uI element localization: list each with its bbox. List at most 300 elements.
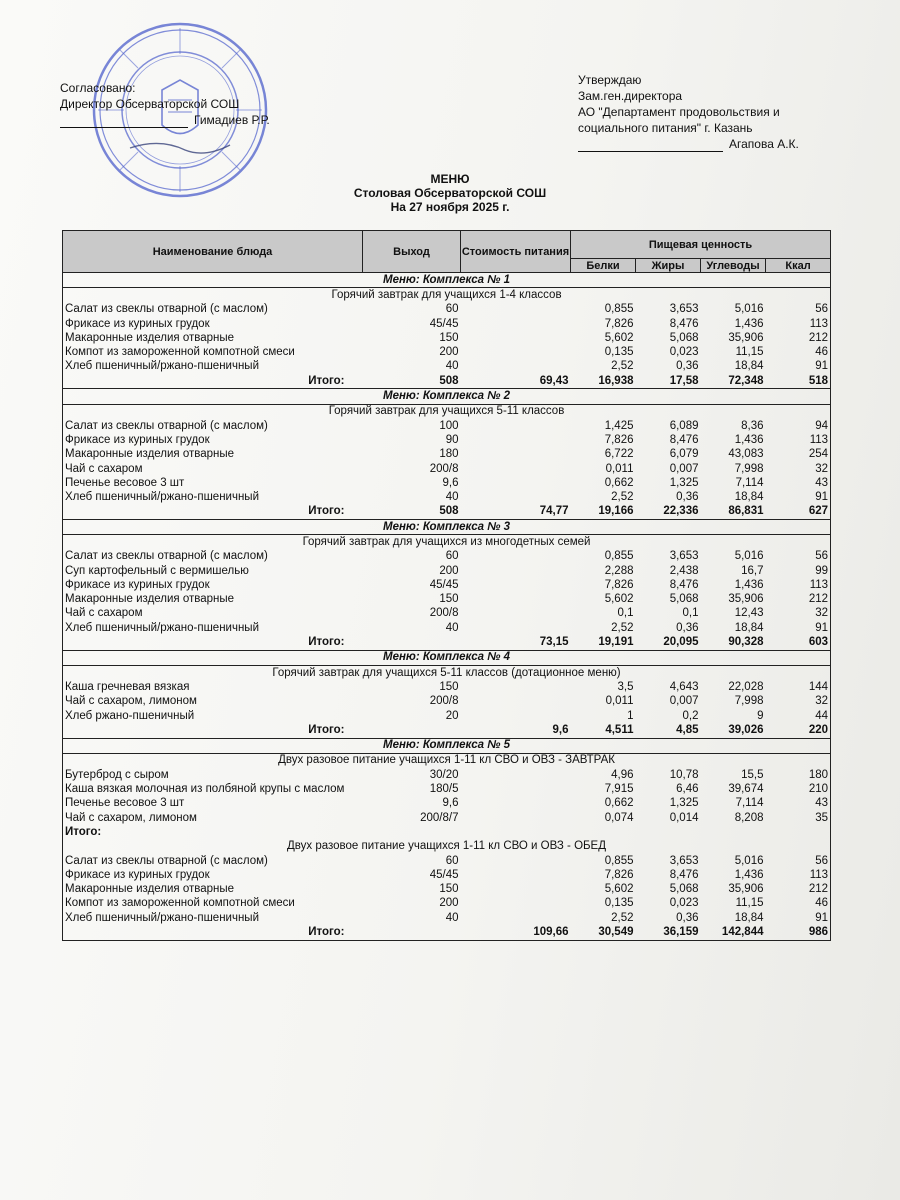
section-subtitle	[63, 288, 831, 303]
table-row	[63, 621, 831, 635]
total-row	[63, 825, 831, 839]
dish-name: Фрикасе из куриных грудок	[65, 578, 210, 591]
dish-kcal: 56	[815, 550, 829, 563]
dish-proteins: 5,602	[604, 883, 634, 896]
table-row	[63, 564, 831, 578]
dish-output: 60	[445, 550, 459, 563]
dish-fats: 6,089	[669, 419, 699, 432]
dish-name: Фрикасе из куриных грудок	[65, 433, 210, 446]
dish-kcal: 91	[815, 360, 829, 373]
dish-output: 200/8	[429, 607, 459, 620]
table-row	[63, 345, 831, 359]
table-row	[63, 593, 831, 607]
header-cost: Стоимость питания	[461, 231, 571, 273]
dish-cost	[461, 868, 571, 882]
table-row	[63, 448, 831, 462]
table-row	[63, 680, 831, 694]
dish-carbs: 7,998	[734, 462, 764, 475]
dish-cost	[461, 462, 571, 476]
dish-carbs: 8,36	[741, 419, 764, 432]
total-kcal: 986	[766, 925, 831, 940]
total-label: Итого:	[63, 374, 363, 389]
dish-fats: 5,068	[669, 593, 699, 606]
approval-right-line4: социального питания" г. Казань	[578, 121, 753, 135]
dish-kcal: 144	[808, 680, 829, 693]
dish-fats: 0,007	[669, 462, 699, 475]
dish-carbs: 39,674	[728, 783, 764, 796]
total-cost: 74,77	[461, 505, 571, 520]
total-carbs: 39,026	[701, 723, 766, 738]
section-title-text: Меню: Комплекса № 5	[63, 738, 831, 753]
dish-cost	[461, 797, 571, 811]
dish-kcal: 91	[815, 911, 829, 924]
dish-name: Каша гречневая вязкая	[65, 680, 190, 693]
dish-proteins: 0,855	[604, 854, 634, 867]
dish-name: Хлеб пшеничный/ржано-пшеничный	[65, 911, 259, 924]
dish-proteins: 0,1	[617, 607, 634, 620]
section-title-text: Меню: Комплекса № 3	[63, 520, 831, 535]
dish-carbs: 18,84	[734, 491, 764, 504]
dish-cost	[461, 811, 571, 825]
dish-output: 200/8	[429, 695, 459, 708]
dish-proteins: 1,425	[604, 419, 634, 432]
section-subtitle	[63, 535, 831, 550]
dish-output: 45/45	[429, 317, 459, 330]
dish-kcal: 56	[815, 303, 829, 316]
dish-proteins: 4,96	[611, 768, 634, 781]
total-label: Итого:	[63, 723, 363, 738]
total-cost: 69,43	[461, 374, 571, 389]
dish-fats: 0,023	[669, 897, 699, 910]
dish-name: Каша вязкая молочная из полбяной крупы с маслом	[65, 783, 345, 796]
table-row	[63, 550, 831, 564]
section-title-text: Меню: Комплекса № 4	[63, 650, 831, 665]
section-subtitle-text: Двух разовое питание учащихся 1-11 кл СВО и ОВЗ - ЗАВТРАК	[278, 754, 615, 767]
dish-fats: 10,78	[669, 768, 699, 781]
dish-carbs: 43,083	[728, 448, 764, 461]
dish-kcal: 113	[809, 868, 829, 881]
total-fats: 36,159	[636, 925, 701, 940]
dish-name: Бутерброд с сыром	[65, 768, 169, 781]
dish-fats: 0,1	[682, 607, 699, 620]
table-row	[63, 317, 831, 331]
dish-fats: 8,476	[669, 868, 699, 881]
dish-cost	[461, 476, 571, 490]
dish-proteins: 2,52	[611, 491, 634, 504]
dish-cost	[461, 433, 571, 447]
total-kcal: 220	[766, 723, 831, 738]
approval-right-line1: Утверждаю	[578, 73, 642, 87]
dish-carbs: 18,84	[734, 911, 764, 924]
dish-cost	[461, 593, 571, 607]
table-row	[63, 695, 831, 709]
total-row	[63, 925, 831, 940]
total-empty	[701, 825, 766, 839]
section-subtitle-text: Горячий завтрак для учащихся 1-4 классов	[331, 288, 562, 301]
dish-name: Хлеб пшеничный/ржано-пшеничный	[65, 621, 259, 634]
dish-carbs: 35,906	[728, 593, 764, 606]
total-output: 508	[363, 505, 461, 520]
total-cost: 109,66	[461, 925, 571, 940]
dish-output: 45/45	[429, 868, 459, 881]
dish-proteins: 2,52	[611, 621, 634, 634]
dish-output: 40	[445, 360, 459, 373]
signature-line-right	[578, 139, 723, 152]
total-empty	[636, 825, 701, 839]
dish-name: Салат из свеклы отварной (с маслом)	[65, 550, 268, 563]
dish-cost	[461, 854, 571, 868]
section-subtitle	[63, 666, 831, 681]
dish-proteins: 2,288	[604, 564, 634, 577]
dish-kcal: 113	[809, 433, 829, 446]
dish-cost	[461, 564, 571, 578]
dish-name: Салат из свеклы отварной (с маслом)	[65, 303, 268, 316]
dish-cost	[461, 419, 571, 433]
document-title	[0, 172, 900, 214]
dish-output: 9,6	[442, 476, 459, 489]
total-label: Итого:	[63, 635, 363, 650]
dish-kcal: 113	[809, 578, 829, 591]
dish-name: Макаронные изделия отварные	[65, 593, 235, 606]
dish-cost	[461, 303, 571, 317]
total-cost: 73,15	[461, 635, 571, 650]
total-proteins: 30,549	[571, 925, 636, 940]
dish-carbs: 1,436	[734, 433, 764, 446]
section-subtitle-text: Горячий завтрак для учащихся из многодетных семей	[302, 535, 591, 548]
section-subtitle-text: Горячий завтрак для учащихся 5-11 классов	[328, 405, 565, 418]
header-carbs: Углеводы	[701, 259, 766, 273]
dish-carbs: 18,84	[734, 360, 764, 373]
dish-name: Компот из замороженной компотной смеси	[65, 897, 295, 910]
dish-kcal: 43	[815, 797, 829, 810]
dish-proteins: 6,722	[604, 448, 634, 461]
dish-fats: 1,325	[669, 797, 699, 810]
canteen-name: Столовая Обсерваторской СОШ	[353, 186, 547, 200]
total-kcal: 603	[766, 635, 831, 650]
dish-carbs: 1,436	[734, 317, 764, 330]
section-title	[63, 520, 831, 535]
dish-cost	[461, 317, 571, 331]
approval-left-line1: Согласовано:	[60, 81, 136, 95]
dish-name: Хлеб пшеничный/ржано-пшеничный	[65, 491, 259, 504]
dish-output: 40	[445, 911, 459, 924]
dish-output: 150	[439, 331, 459, 344]
total-cost: 9,6	[461, 723, 571, 738]
dish-output: 200/8	[429, 462, 459, 475]
dish-carbs: 35,906	[728, 331, 764, 344]
total-output	[363, 723, 461, 738]
table-row	[63, 911, 831, 925]
total-label: Итого:	[63, 925, 363, 940]
dish-carbs: 12,43	[734, 607, 764, 620]
dish-fats: 8,476	[669, 317, 699, 330]
dish-proteins: 5,602	[604, 593, 634, 606]
dish-fats: 3,653	[669, 303, 699, 316]
dish-name: Чай с сахаром	[65, 607, 143, 620]
dish-fats: 0,023	[669, 346, 699, 359]
dish-carbs: 1,436	[734, 868, 764, 881]
total-proteins: 4,511	[571, 723, 636, 738]
dish-kcal: 32	[815, 462, 829, 475]
section-subtitle	[63, 753, 831, 768]
signer-right: Агапова А.К.	[729, 137, 799, 151]
dish-fats: 0,36	[676, 621, 699, 634]
dish-output: 180	[439, 448, 459, 461]
dish-proteins: 0,135	[604, 897, 634, 910]
header-name: Наименование блюда	[63, 231, 363, 273]
table-row	[63, 897, 831, 911]
table-row	[63, 303, 831, 317]
signature-line-left	[60, 115, 188, 128]
total-row	[63, 723, 831, 738]
dish-cost	[461, 490, 571, 504]
dish-carbs: 16,7	[741, 564, 764, 577]
dish-cost	[461, 345, 571, 359]
dish-kcal: 180	[808, 768, 829, 781]
dish-cost	[461, 768, 571, 782]
total-fats: 20,095	[636, 635, 701, 650]
section-title	[63, 738, 831, 753]
dish-name: Макаронные изделия отварные	[65, 331, 235, 344]
menu-table	[62, 230, 831, 941]
total-carbs: 72,348	[701, 374, 766, 389]
total-label: Итого:	[63, 505, 363, 520]
dish-cost	[461, 607, 571, 621]
approval-left	[60, 80, 270, 128]
section-subtitle-2-text: Двух разовое питание учащихся 1-11 кл СВО и ОВЗ - ОБЕД	[287, 840, 607, 853]
total-empty	[571, 825, 636, 839]
menu-date: На 27 ноября 2025 г.	[390, 200, 510, 214]
dish-name: Печенье весовое 3 шт	[65, 797, 185, 810]
dish-name: Фрикасе из куриных грудок	[65, 317, 210, 330]
total-fats: 4,85	[636, 723, 701, 738]
dish-cost	[461, 448, 571, 462]
dish-output: 20	[445, 709, 459, 722]
section-title	[63, 389, 831, 404]
section-subtitle	[63, 404, 831, 419]
dish-fats: 1,325	[669, 476, 699, 489]
dish-fats: 0,36	[676, 491, 699, 504]
dish-fats: 0,36	[676, 911, 699, 924]
total-fats: 17,58	[636, 374, 701, 389]
dish-carbs: 5,016	[734, 550, 764, 563]
dish-fats: 0,007	[669, 695, 699, 708]
dish-fats: 6,079	[669, 448, 699, 461]
dish-fats: 4,643	[669, 680, 699, 693]
dish-fats: 0,36	[676, 360, 699, 373]
total-carbs: 142,844	[701, 925, 766, 940]
dish-carbs: 11,15	[735, 346, 764, 359]
dish-kcal: 56	[815, 854, 829, 867]
dish-fats: 5,068	[669, 883, 699, 896]
dish-kcal: 212	[808, 331, 829, 344]
dish-cost	[461, 882, 571, 896]
section-subtitle-text: Горячий завтрак для учащихся 5-11 классов (дотационное меню)	[272, 666, 621, 679]
table-row	[63, 462, 831, 476]
section-title	[63, 273, 831, 288]
dish-fats: 3,653	[669, 550, 699, 563]
dish-carbs: 22,028	[728, 680, 764, 693]
header-proteins: Белки	[571, 259, 636, 273]
total-empty	[461, 825, 571, 839]
dish-kcal: 254	[808, 448, 829, 461]
dish-cost	[461, 911, 571, 925]
dish-kcal: 212	[808, 593, 829, 606]
dish-output: 200/8/7	[420, 811, 459, 824]
dish-name: Фрикасе из куриных грудок	[65, 868, 210, 881]
header-kcal: Ккал	[766, 259, 831, 273]
approval-left-line2: Директор Обсерваторской СОШ	[60, 97, 240, 111]
dish-name: Салат из свеклы отварной (с маслом)	[65, 419, 268, 432]
dish-output: 150	[439, 680, 459, 693]
dish-name: Хлеб пшеничный/ржано-пшеничный	[65, 360, 259, 373]
total-proteins: 16,938	[571, 374, 636, 389]
dish-cost	[461, 621, 571, 635]
dish-cost	[461, 331, 571, 345]
dish-kcal: 32	[815, 607, 829, 620]
dish-name: Хлеб ржано-пшеничный	[65, 709, 195, 722]
dish-name: Суп картофельный с вермишелью	[65, 564, 249, 577]
dish-proteins: 0,662	[604, 797, 634, 810]
section-subtitle-2	[63, 840, 831, 854]
dish-cost	[461, 897, 571, 911]
dish-output: 60	[445, 854, 459, 867]
dish-name: Чай с сахаром, лимоном	[65, 811, 197, 824]
dish-carbs: 11,15	[735, 897, 764, 910]
dish-name: Макаронные изделия отварные	[65, 448, 235, 461]
total-kcal: 518	[766, 374, 831, 389]
dish-proteins: 5,602	[604, 331, 634, 344]
table-row	[63, 811, 831, 825]
dish-carbs: 7,114	[735, 797, 764, 810]
dish-output: 200	[439, 897, 459, 910]
dish-name: Печенье весовое 3 шт	[65, 476, 185, 489]
dish-proteins: 0,011	[605, 462, 634, 475]
dish-kcal: 32	[815, 695, 829, 708]
dish-kcal: 46	[815, 346, 829, 359]
dish-proteins: 0,135	[604, 346, 634, 359]
dish-proteins: 0,011	[605, 695, 634, 708]
total-empty	[363, 825, 461, 839]
dish-name: Чай с сахаром, лимоном	[65, 695, 197, 708]
dish-output: 200	[439, 346, 459, 359]
dish-kcal: 46	[815, 897, 829, 910]
menu-body	[63, 273, 831, 941]
total-row	[63, 505, 831, 520]
dish-name: Чай с сахаром	[65, 462, 143, 475]
dish-carbs: 35,906	[728, 883, 764, 896]
dish-proteins: 1	[627, 709, 634, 722]
dish-fats: 0,2	[682, 709, 699, 722]
dish-proteins: 7,915	[604, 783, 634, 796]
dish-fats: 8,476	[669, 578, 699, 591]
signer-left: Гимадиев Р.Р.	[194, 113, 270, 127]
dish-cost	[461, 550, 571, 564]
dish-kcal: 113	[809, 317, 829, 330]
dish-carbs: 1,436	[734, 578, 764, 591]
dish-carbs: 8,208	[734, 811, 764, 824]
section-title-text: Меню: Комплекса № 1	[63, 273, 831, 288]
dish-proteins: 0,855	[604, 550, 634, 563]
dish-fats: 2,438	[669, 564, 699, 577]
dish-cost	[461, 360, 571, 374]
menu-title: МЕНЮ	[430, 172, 470, 186]
dish-kcal: 212	[808, 883, 829, 896]
table-row	[63, 882, 831, 896]
dish-proteins: 0,074	[604, 811, 634, 824]
total-carbs: 90,328	[701, 635, 766, 650]
dish-carbs: 18,84	[734, 621, 764, 634]
dish-kcal: 43	[815, 476, 829, 489]
dish-fats: 5,068	[669, 331, 699, 344]
table-row	[63, 782, 831, 796]
table-row	[63, 476, 831, 490]
approval-right-line2: Зам.ген.директора	[578, 89, 683, 103]
section-title	[63, 650, 831, 665]
dish-output: 150	[439, 593, 459, 606]
dish-cost	[461, 695, 571, 709]
total-empty	[766, 825, 831, 839]
total-row	[63, 635, 831, 650]
table-row	[63, 768, 831, 782]
dish-carbs: 9	[757, 709, 764, 722]
dish-output: 100	[439, 419, 459, 432]
dish-cost	[461, 709, 571, 723]
total-row	[63, 374, 831, 389]
dish-fats: 0,014	[669, 811, 699, 824]
table-row	[63, 854, 831, 868]
total-output	[363, 635, 461, 650]
total-proteins: 19,166	[571, 505, 636, 520]
dish-cost	[461, 782, 571, 796]
dish-output: 150	[439, 883, 459, 896]
dish-name: Салат из свеклы отварной (с маслом)	[65, 854, 268, 867]
dish-kcal: 210	[808, 783, 829, 796]
header-nutrition: Пищевая ценность	[571, 231, 831, 259]
dish-carbs: 5,016	[734, 303, 764, 316]
dish-output: 180/5	[429, 783, 459, 796]
dish-fats: 3,653	[669, 854, 699, 867]
table-row	[63, 490, 831, 504]
approval-right	[578, 72, 799, 152]
table-row	[63, 578, 831, 592]
table-row	[63, 419, 831, 433]
dish-cost	[461, 578, 571, 592]
table-row	[63, 433, 831, 447]
table-row	[63, 797, 831, 811]
dish-fats: 8,476	[669, 433, 699, 446]
table-row	[63, 360, 831, 374]
dish-proteins: 7,826	[604, 317, 634, 330]
dish-output: 90	[445, 433, 459, 446]
approval-right-line3: АО "Департамент продовольствия и	[578, 105, 780, 119]
dish-kcal: 91	[815, 491, 829, 504]
total-carbs: 86,831	[701, 505, 766, 520]
table-row	[63, 709, 831, 723]
total-fats: 22,336	[636, 505, 701, 520]
dish-name: Макаронные изделия отварные	[65, 883, 235, 896]
dish-proteins: 2,52	[611, 911, 634, 924]
dish-proteins: 2,52	[611, 360, 634, 373]
dish-kcal: 99	[815, 564, 829, 577]
section-title-text: Меню: Комплекса № 2	[63, 389, 831, 404]
table-row	[63, 868, 831, 882]
dish-proteins: 7,826	[604, 433, 634, 446]
header-fats: Жиры	[636, 259, 701, 273]
dish-carbs: 7,998	[734, 695, 764, 708]
dish-proteins: 0,662	[604, 476, 634, 489]
total-output: 508	[363, 374, 461, 389]
